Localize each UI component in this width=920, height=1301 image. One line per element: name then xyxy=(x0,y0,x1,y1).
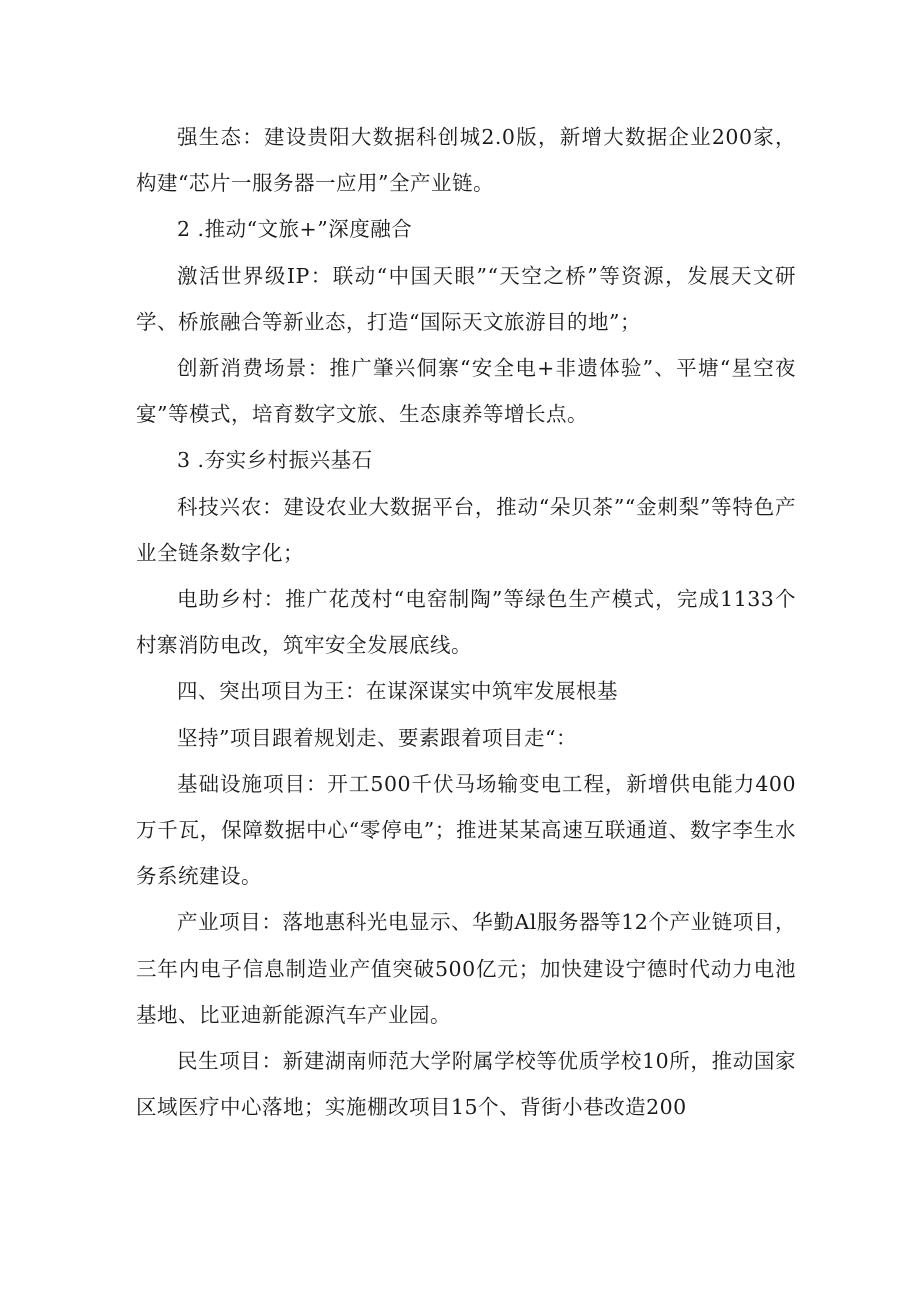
document-page xyxy=(136,114,796,1130)
paragraph-consumption-scenes: 创新消费场景：推广肇兴侗寨“安全电+非遗体验”、平塘“星空夜宴”等模式，培育数字文旅、生态康养等增长点。 xyxy=(136,356,796,427)
paragraph-livelihood-projects: 民生项目：新建湖南师范大学附属学校等优质学校10所，推动国家区域医疗中心落地；实施棚改项目15个、背街小巷改造200 xyxy=(136,1049,796,1120)
paragraph-world-ip: 激活世界级IP：联动“中国天眼”“天空之桥”等资源，发展天文研学、桥旅融合等新业态，打造“国际天文旅游目的地”； xyxy=(136,263,796,334)
paragraph-industrial-projects: 产业项目：落地惠科光电显示、华勤Al服务器等12个产业链项目，三年内电子信息制造业产值突破500亿元；加快建设宁德时代动力电池基地、比亚迪新能源汽车产业园。 xyxy=(136,910,796,1027)
heading-projects-first: 四、突出项目为王：在谋深谋实中筑牢发展根基 xyxy=(177,679,618,704)
heading-culture-tourism: 2 .推动“文旅+”深度融合 xyxy=(177,217,413,242)
paragraph-strong-ecology: 强生态：建设贵阳大数据科创城2.0版，新增大数据企业200家，构建“芯片一服务器一应用”全产业链。 xyxy=(136,125,796,196)
heading-rural-revitalization: 3 .夯实乡村振兴基石 xyxy=(177,448,373,473)
paragraph-infrastructure-projects: 基础设施项目：开工500千伏马场输变电工程，新增供电能力400万千瓦，保障数据中心“零停电”；推进某某高速互联通道、数字李生水务系统建设。 xyxy=(136,771,796,889)
paragraph-adhere-principle: 坚持”项目跟着规划走、要素跟着项目走“： xyxy=(177,725,577,750)
paragraph-tech-agriculture: 科技兴农：建设农业大数据平台，推动“朵贝茶”“金刺梨”等特色产业全链条数字化； xyxy=(136,494,796,565)
paragraph-power-villages: 电助乡村：推广花茂村“电窑制陶”等绿色生产模式，完成1133个村寨消防电改，筑牢安全发展底线。 xyxy=(136,587,796,658)
